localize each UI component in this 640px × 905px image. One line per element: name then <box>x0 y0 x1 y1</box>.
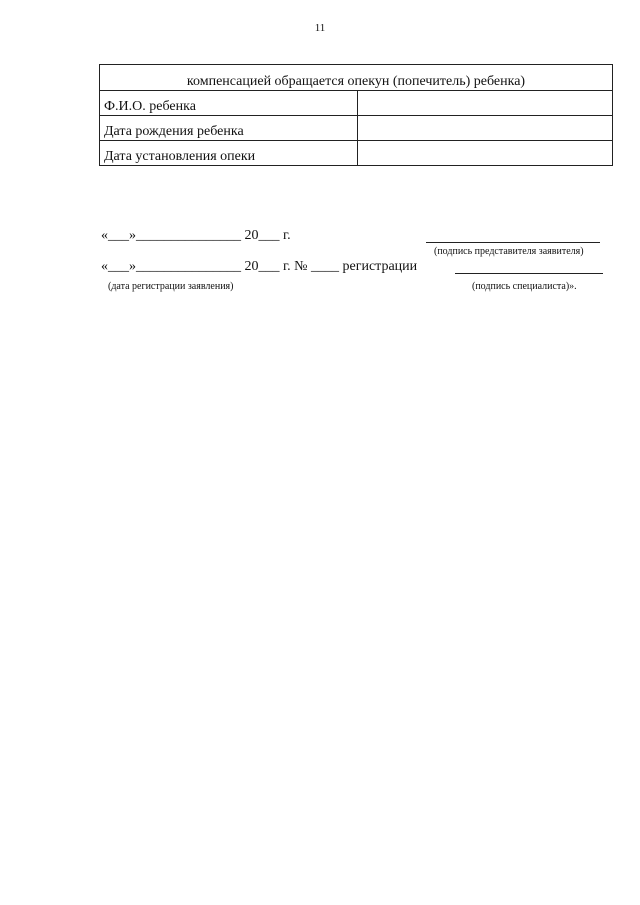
child-name-label: Ф.И.О. ребенка <box>100 91 358 116</box>
guardianship-date-label: Дата установления опеки <box>100 141 358 166</box>
representative-signature-line[interactable] <box>426 242 600 243</box>
application-date-line: «___»_______________ 20___ г. <box>101 228 291 243</box>
registration-line: «___»_______________ 20___ г. № ____ регистрации <box>101 259 418 274</box>
page-number: 11 <box>314 22 326 34</box>
table-row <box>100 91 613 116</box>
table-row <box>100 116 613 141</box>
child-name-field[interactable] <box>358 91 613 116</box>
table-header-row <box>100 65 613 91</box>
child-birthdate-label: Дата рождения ребенка <box>100 116 358 141</box>
child-info-table <box>99 64 613 166</box>
representative-signature-caption: (подпись представителя заявителя) <box>434 246 584 257</box>
specialist-signature-line[interactable] <box>455 273 603 274</box>
table-row <box>100 141 613 166</box>
table-header: компенсацией обращается опекун (попечитель) ребенка) <box>100 65 613 91</box>
registration-date-caption: (дата регистрации заявления) <box>108 281 234 292</box>
child-birthdate-field[interactable] <box>358 116 613 141</box>
guardianship-date-field[interactable] <box>358 141 613 166</box>
specialist-signature-caption: (подпись специалиста)». <box>472 281 577 292</box>
